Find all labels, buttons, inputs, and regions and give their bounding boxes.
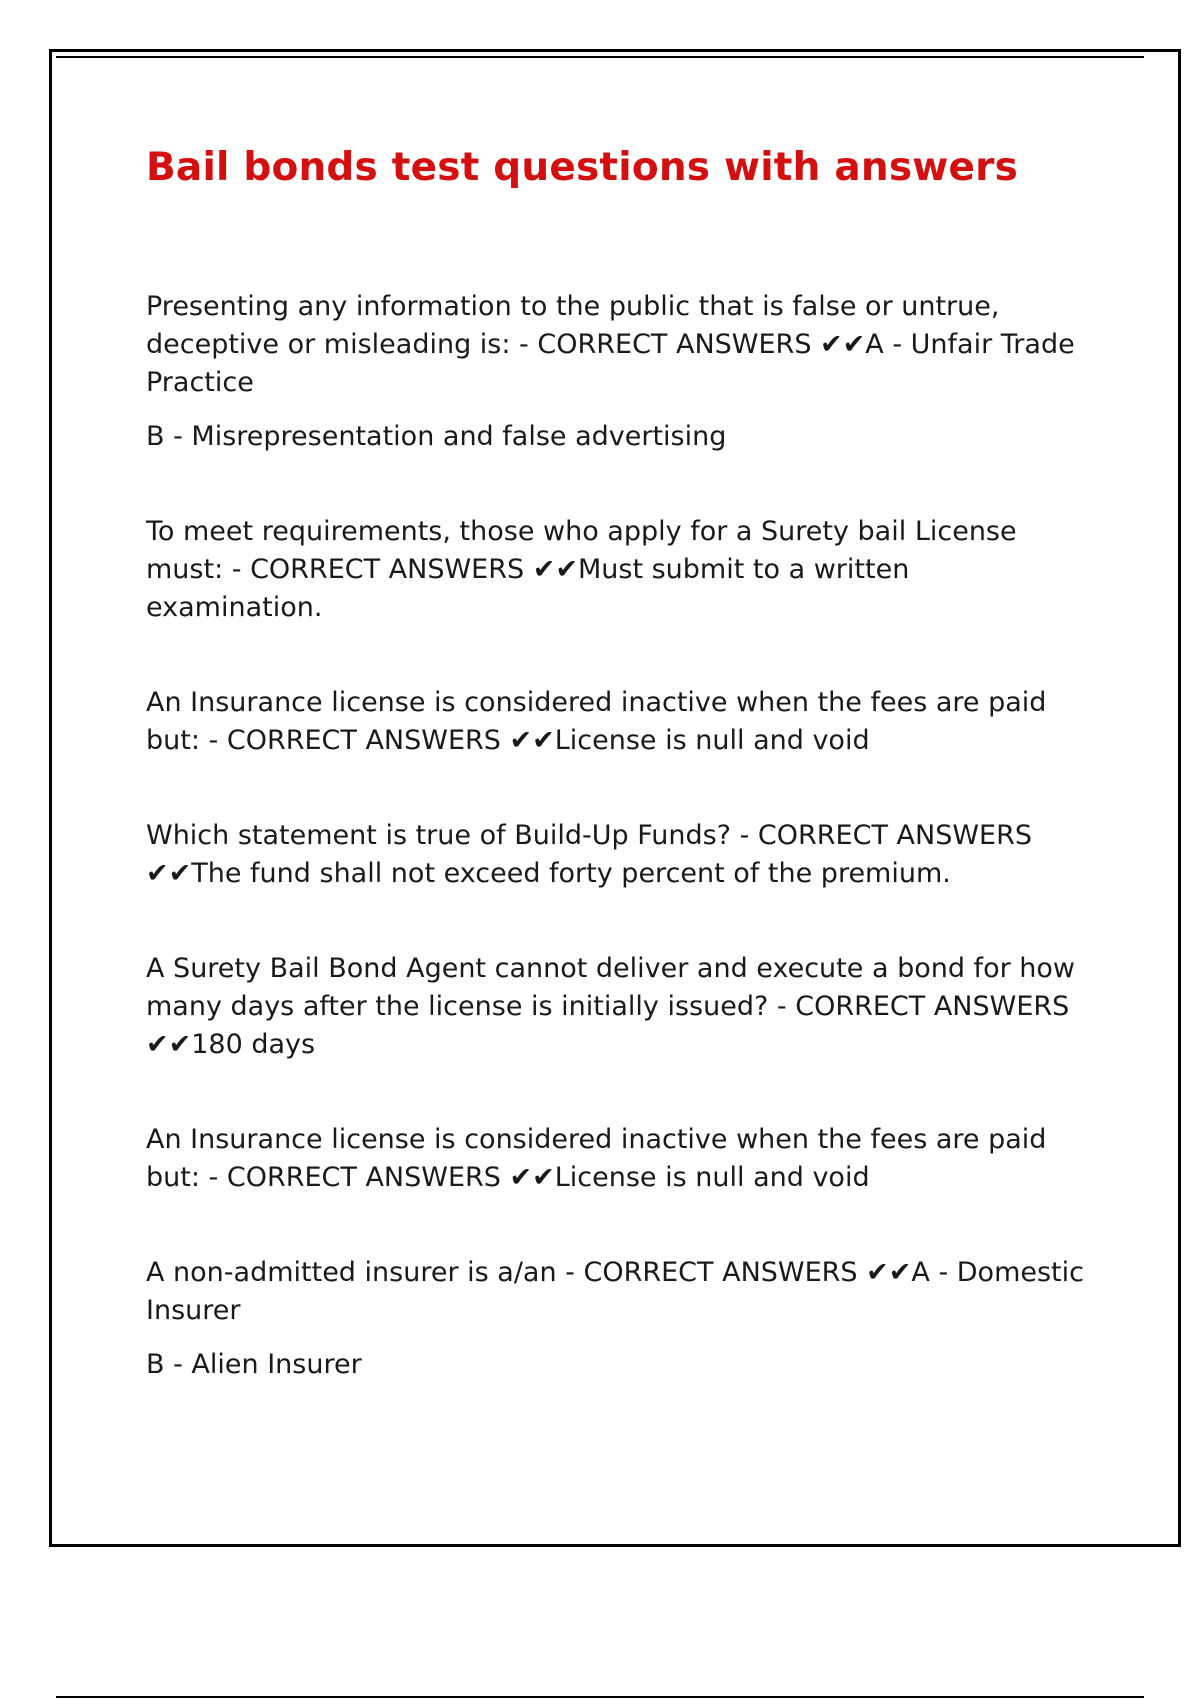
document-title: Bail bonds test questions with answers — [146, 145, 1018, 190]
qa-item — [146, 288, 1086, 456]
qa-question-text: A Surety Bail Bond Agent cannot deliver and execute a bond for how many days after the license is initially issued? - CORRECT ANSWERS ✔✔180 days — [146, 953, 1075, 1060]
qa-question-text: Which statement is true of Build-Up Funds? - CORRECT ANSWERS ✔✔The fund shall not exceed forty percent of the premium. — [146, 820, 1032, 889]
qa-question-text: An Insurance license is considered inactive when the fees are paid but: - CORRECT ANSWERS ✔✔License is null and void — [146, 1124, 1047, 1193]
qa-item — [146, 513, 1086, 627]
qa-item — [146, 1254, 1086, 1384]
qa-question-text: To meet requirements, those who apply for a Surety bail License must: - CORRECT ANSWERS ✔✔Must submit to a written examination. — [146, 516, 1017, 623]
qa-list — [146, 288, 1086, 1384]
qa-question-text: Presenting any information to the public that is false or untrue, deceptive or misleading is: - CORRECT ANSWERS ✔✔A - Unfair Trade Practice — [146, 291, 1075, 398]
bottom-rule — [56, 1696, 1144, 1698]
qa-question-text: A non-admitted insurer is a/an - CORRECT ANSWERS ✔✔A - Domestic Insurer — [146, 1257, 1084, 1326]
document-content — [146, 140, 1086, 1441]
qa-item — [146, 817, 1086, 893]
qa-item — [146, 684, 1086, 760]
qa-item — [146, 1121, 1086, 1197]
qa-answer-option: B - Misrepresentation and false advertising — [146, 421, 727, 452]
qa-answer-option: B - Alien Insurer — [146, 1349, 362, 1380]
qa-item — [146, 950, 1086, 1064]
qa-question-text: An Insurance license is considered inactive when the fees are paid but: - CORRECT ANSWERS ✔✔License is null and void — [146, 687, 1047, 756]
